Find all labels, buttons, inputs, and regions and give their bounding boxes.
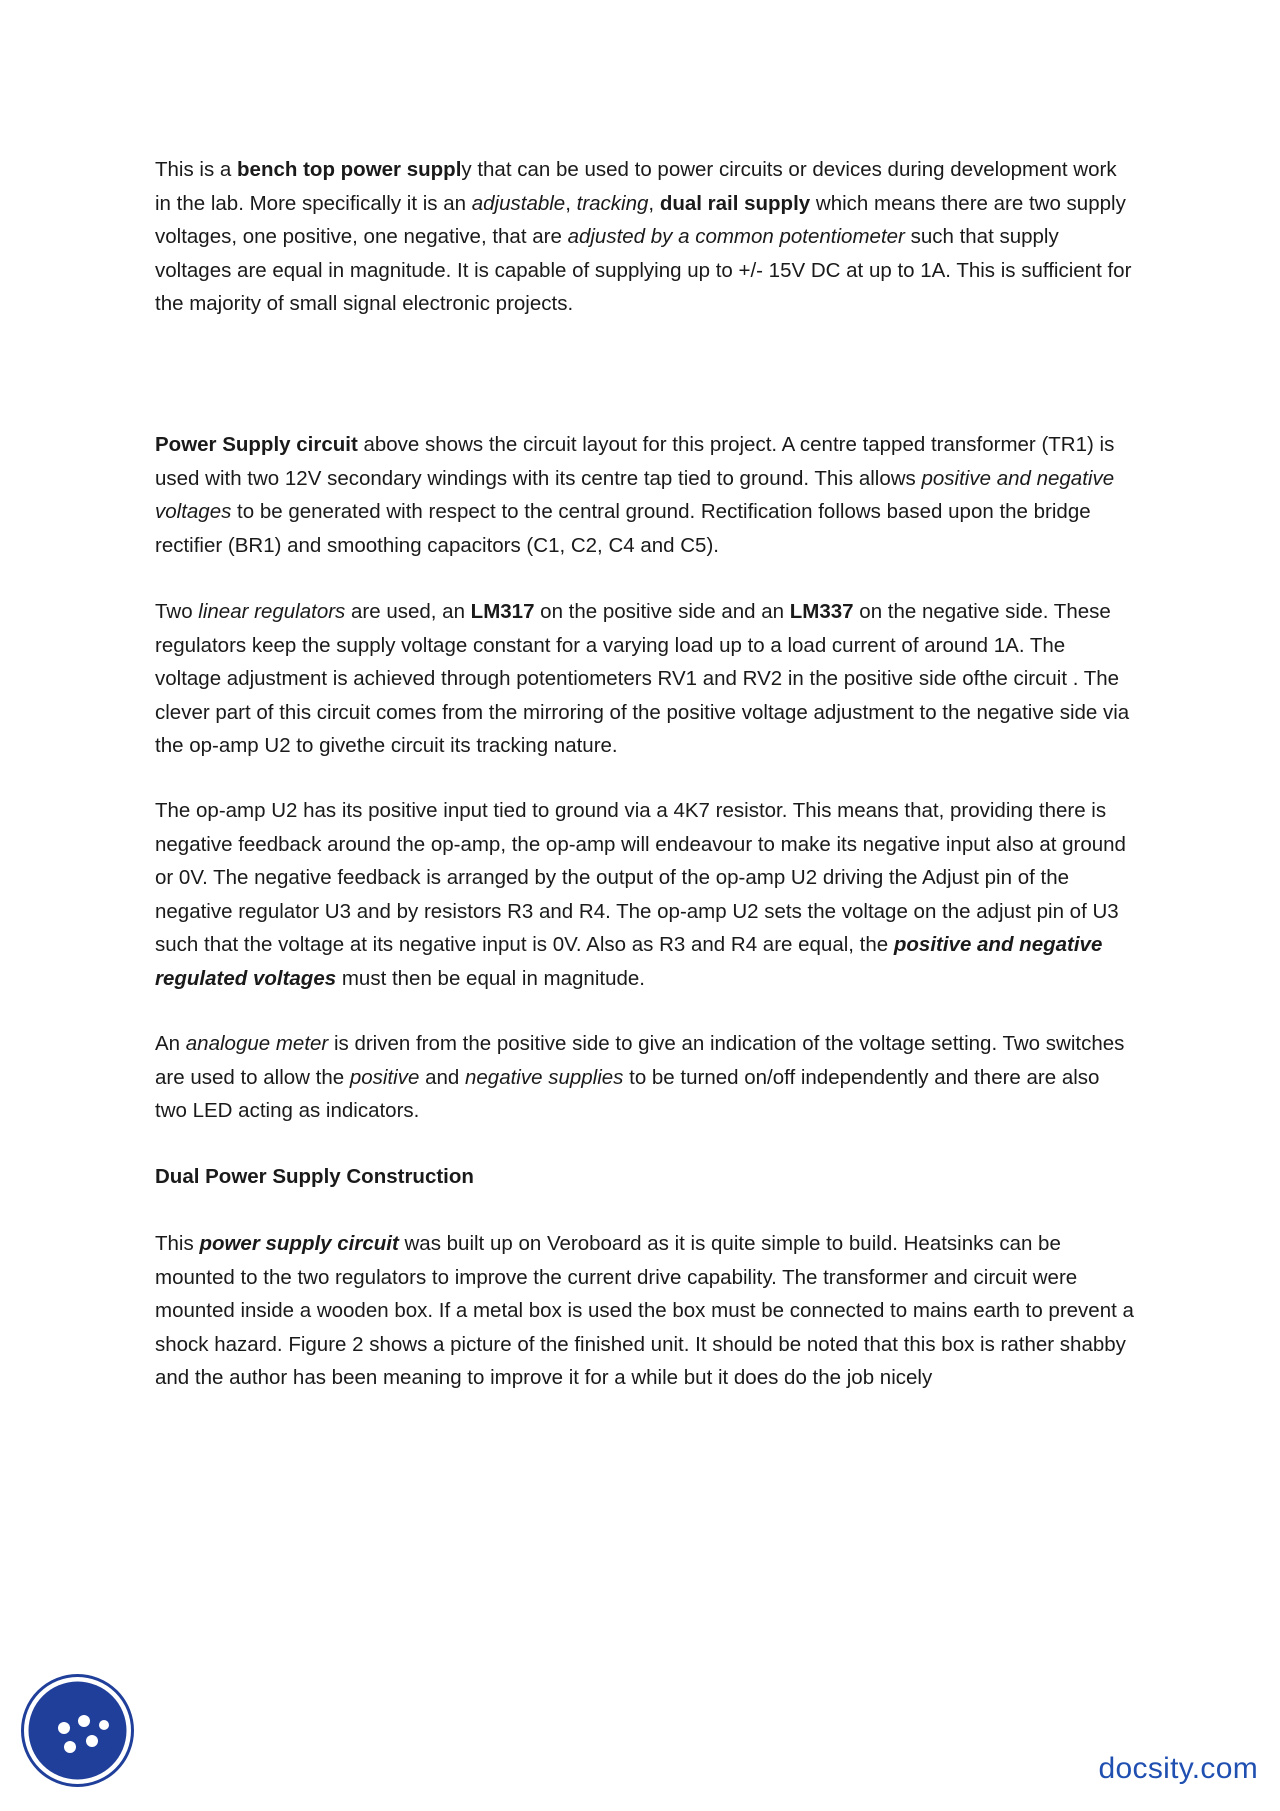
bold-run: Power Supply circuit	[155, 433, 358, 456]
paragraph-op-amp	[155, 794, 1135, 996]
italic-run: tracking	[576, 191, 649, 215]
bold-run: LM337	[789, 600, 854, 623]
bold-run: LM317	[470, 600, 535, 623]
italic-run: negative supplies	[465, 1065, 624, 1089]
paragraph-power-supply-circuit	[155, 428, 1135, 562]
docsity-brand-link[interactable]: docsity.com	[1098, 1752, 1258, 1785]
paragraph-linear-regulators	[155, 595, 1135, 763]
paragraph-intro	[155, 153, 1135, 321]
text-run: is driven from the positive side to give an indication of the voltage setting. Two switches are used to allow the	[155, 1032, 1125, 1089]
text-run: Two	[155, 600, 199, 623]
bold-run: dual rail supply	[659, 191, 811, 215]
bold-italic-run: positive and negative regulated voltages	[155, 933, 1103, 990]
text-run: This is a	[155, 158, 238, 181]
docsity-logo-graphic	[20, 1673, 135, 1788]
text-run: to be turned on/off independently and there are also two LED acting as indicators.	[155, 1065, 1100, 1123]
italic-run: linear regulators	[198, 600, 346, 623]
paragraph-analogue-meter	[155, 1027, 1135, 1128]
text-run: The op-amp U2 has its positive input tied to ground via a 4K7 resistor. This means that, providing there is negative feedback around the op-amp, the op-amp will endeavour to make its negative input also at ground or 0V. The negative feedback is arranged by the output of the op-amp U2 driving the Adjust pin of the negative regulator U3 and by resistors R3 and R4. The op-amp U2 sets the voltage on the adjust pin of U3 such that the voltage at its negative input is 0V. Also as R3 and R4 are equal, the	[155, 799, 1126, 957]
text-run: An	[155, 1032, 186, 1055]
text-run: This	[155, 1232, 200, 1255]
italic-run: adjusted by a common potentiometer	[567, 225, 905, 249]
text-run: on the positive side and an	[534, 600, 790, 623]
bold-run: bench top power suppl	[237, 158, 462, 181]
text-run: ,	[565, 191, 577, 215]
text-run: on the negative side. These regulators keep the supply voltage constant for a varying load up to a load current of around 1A. The voltage adjustment is achieved through potentiometers RV1 and RV2 in the positive side ofthe circuit . The clever part of this circuit comes from the mirroring of the positive voltage adjustment to the negative side via the op-amp U2 to givethe circuit its tracking nature.	[155, 600, 1130, 758]
text-run: such that supply voltages are equal in magnitude. It is capable of supplying up to +/- 15V DC at up to 1A. This is sufficient for the majority of small signal electronic projects.	[155, 225, 1132, 316]
bold-italic-run: power supply circuit	[199, 1232, 399, 1255]
text-run: and	[419, 1065, 465, 1089]
docsity-logo-icon[interactable]	[20, 1673, 135, 1788]
italic-run: analogue meter	[185, 1032, 329, 1055]
text-run: above shows the circuit layout for this project. A centre tapped transformer (TR1) is used with two 12V secondary windings with its centre tap tied to ground. This allows	[155, 433, 1115, 490]
text-run: was built up on Veroboard as it is quite simple to build. Heatsinks can be mounted to the two regulators to improve the current drive capability. The transformer and circuit were mounted inside a wooden box. If a metal box is used the box must be connected to mains earth to prevent a shock hazard. Figure 2 shows a picture of the finished unit. It should be noted that this box is rather shabby and the author has been meaning to improve it for a while but it does do the job nicely	[155, 1232, 1134, 1390]
italic-run: positive	[349, 1065, 420, 1089]
italic-run: adjustable	[471, 191, 566, 215]
italic-run: positive and negative voltages	[155, 466, 1115, 524]
text-run: to be generated with respect to the central ground. Rectification follows based upon the bridge rectifier (BR1) and smoothing capacitors (C1, C2, C4 and C5).	[155, 500, 1091, 557]
text-run: y that can be used to power circuits or devices during development work in the lab. More specifically it is an	[155, 158, 1117, 215]
text-run: which means there are two supply voltages, one positive, one negative, that are	[155, 191, 1126, 249]
text-run: ,	[648, 191, 660, 215]
section-heading: Dual Power Supply Construction	[155, 1165, 474, 1188]
text-run: must then be equal in magnitude.	[336, 966, 645, 990]
text-run: are used, an	[345, 600, 471, 623]
paragraph-construction	[155, 1227, 1135, 1395]
